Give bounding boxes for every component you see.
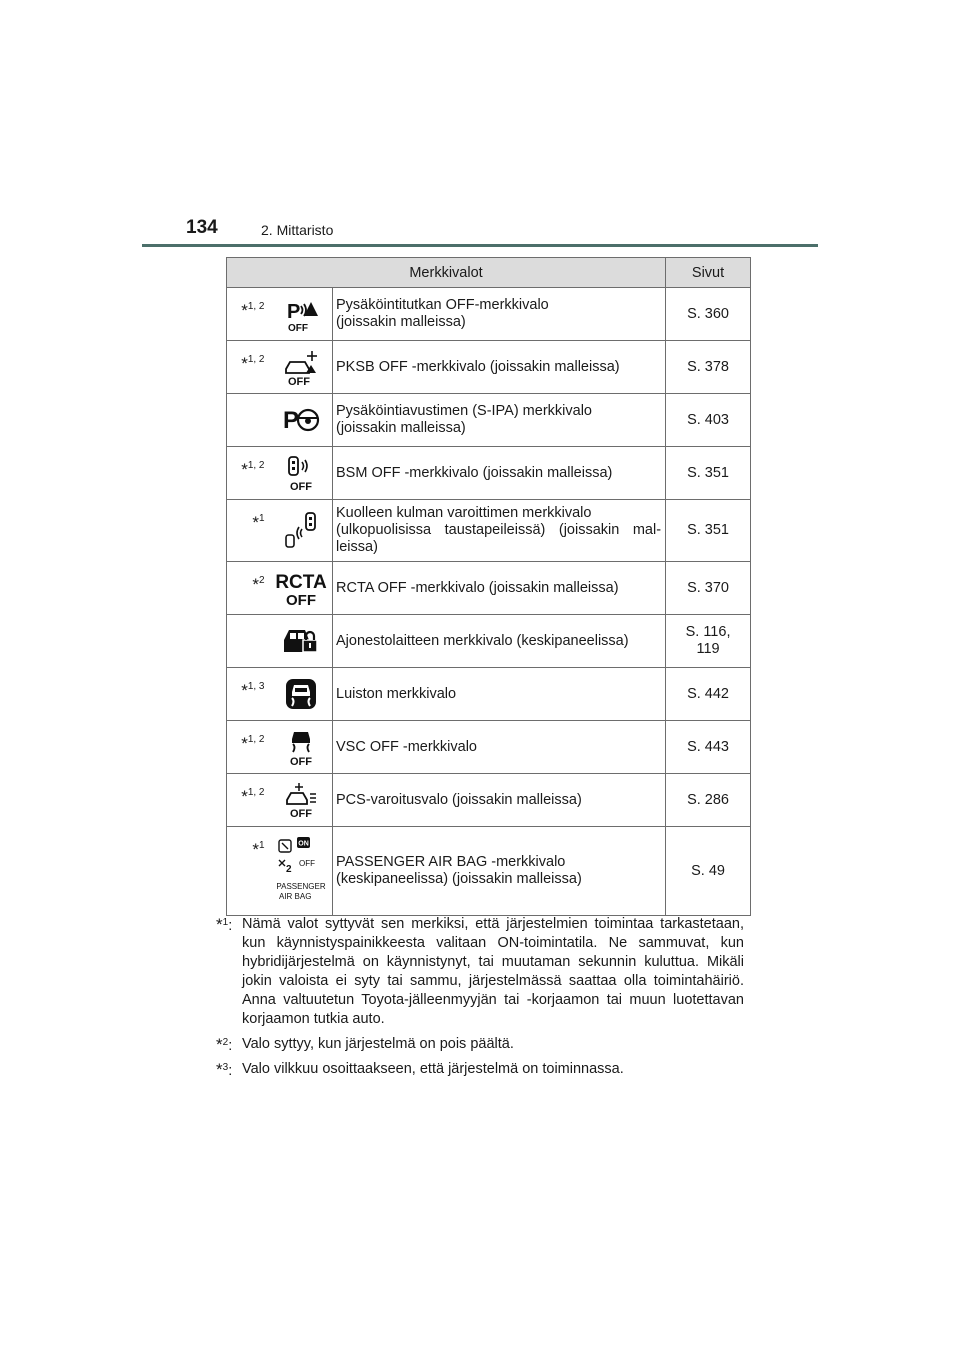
description: Kuolleen kulman varoittimen merkkivalo (ulkopuolisissa taustapeileissä) (joissakin mal- leissa) bbox=[333, 500, 666, 562]
table-row bbox=[227, 500, 751, 562]
pcs-off-icon bbox=[271, 774, 333, 827]
indicator-table bbox=[226, 257, 751, 916]
svg-text:RCTA: RCTA bbox=[275, 572, 327, 593]
svg-text:OFF: OFF bbox=[290, 756, 313, 767]
page-ref: S. 360 bbox=[666, 288, 751, 341]
table-row bbox=[227, 774, 751, 827]
svg-text:P: P bbox=[287, 301, 301, 323]
slip-indicator-icon bbox=[271, 668, 333, 721]
svg-text:ON: ON bbox=[298, 840, 309, 848]
pksb-off-icon bbox=[271, 341, 333, 394]
header-rule bbox=[142, 244, 818, 247]
footnote-mark: *$^2$ bbox=[227, 562, 271, 615]
col-header-pages: Sivut bbox=[666, 258, 751, 288]
description: Ajonestolaitteen merkkivalo (keskipaneelissa) bbox=[333, 615, 666, 668]
description: VSC OFF -merkkivalo bbox=[333, 721, 666, 774]
table-row bbox=[227, 721, 751, 774]
page-ref: S. 116, 119 bbox=[666, 615, 751, 668]
table-header-row bbox=[227, 258, 751, 288]
footnote-mark: *$^1$ bbox=[227, 500, 271, 562]
page-ref: S. 351 bbox=[666, 447, 751, 500]
footnote-mark: *$^{1, 2}$ bbox=[227, 447, 271, 500]
description: Pysäköintitutkan OFF-merkkivalo (joissakin malleissa) bbox=[333, 288, 666, 341]
svg-text:P: P bbox=[283, 407, 300, 434]
rcta-off-icon bbox=[271, 562, 333, 615]
description: PKSB OFF -merkkivalo (joissakin malleissa) bbox=[333, 341, 666, 394]
footnote-mark: *$^{1, 2}$ bbox=[227, 774, 271, 827]
page-number: 134 bbox=[186, 217, 218, 238]
table-row bbox=[227, 394, 751, 447]
description: BSM OFF -merkkivalo (joissakin malleissa) bbox=[333, 447, 666, 500]
footnote-mark: *$^{1, 2}$ bbox=[227, 721, 271, 774]
vsc-off-icon bbox=[271, 721, 333, 774]
table-row bbox=[227, 562, 751, 615]
description: PCS-varoitusvalo (joissakin malleissa) bbox=[333, 774, 666, 827]
footnote-3: *$^3$: Valo vilkkuu osoittaakseen, että järjestelmä on toiminnassa. bbox=[216, 1060, 624, 1079]
footnote-mark: *$^1$ bbox=[227, 827, 271, 916]
footnotes bbox=[216, 915, 744, 1085]
table-row bbox=[227, 341, 751, 394]
footnote-mark: *$^{1, 2}$ bbox=[227, 341, 271, 394]
svg-text:OFF: OFF bbox=[288, 323, 309, 334]
page-ref: S. 370 bbox=[666, 562, 751, 615]
page-ref: S. 442 bbox=[666, 668, 751, 721]
footnote-mark bbox=[227, 615, 271, 668]
page-ref: S. 49 bbox=[666, 827, 751, 916]
page-header bbox=[142, 213, 818, 247]
bsm-off-icon bbox=[271, 447, 333, 500]
section-title: 2. Mittaristo bbox=[261, 222, 334, 238]
svg-text:AIR BAG: AIR BAG bbox=[279, 892, 312, 901]
footnote-mark: *$^{1, 2}$ bbox=[227, 288, 271, 341]
description: PASSENGER AIR BAG -merkkivalo (keskipaneelissa) (joissakin malleissa) bbox=[333, 827, 666, 916]
footnote-2: *$^2$: Valo syttyy, kun järjestelmä on pois päältä. bbox=[216, 1035, 514, 1054]
description: Pysäköintiavustimen (S-IPA) merkkivalo (joissakin malleissa) bbox=[333, 394, 666, 447]
table-row bbox=[227, 668, 751, 721]
svg-text:PASSENGER: PASSENGER bbox=[276, 882, 326, 891]
page-ref: S. 443 bbox=[666, 721, 751, 774]
svg-text:OFF: OFF bbox=[286, 592, 317, 608]
page-ref: S. 378 bbox=[666, 341, 751, 394]
description: RCTA OFF -merkkivalo (joissakin malleissa) bbox=[333, 562, 666, 615]
table-row bbox=[227, 288, 751, 341]
table-row bbox=[227, 827, 751, 916]
table-row bbox=[227, 615, 751, 668]
parking-sensor-off-icon bbox=[271, 288, 333, 341]
parking-assist-icon bbox=[271, 394, 333, 447]
col-header-lamps: Merkkivalot bbox=[227, 258, 666, 288]
passenger-airbag-icon bbox=[271, 827, 333, 916]
blind-spot-mirror-icon bbox=[271, 500, 333, 562]
svg-text:OFF: OFF bbox=[290, 808, 313, 820]
svg-text:OFF: OFF bbox=[288, 376, 311, 387]
page-ref: S. 351 bbox=[666, 500, 751, 562]
svg-text:2: 2 bbox=[286, 864, 292, 875]
immobilizer-icon bbox=[271, 615, 333, 668]
footnote-mark: *$^{1, 3}$ bbox=[227, 668, 271, 721]
footnote-1: *$^1$: Nämä valot syttyvät sen merkiksi, että järjestelmien toimintaa tarkastetaan, kun käynnistyspainikkeesta valitaan ON-toimintatila. Ne sammuvat, kun hybridijärjestelmä on käynnistynyt, tai muutaman sekunnin kuluttua. Mikäli jokin valoista ei syty tai sammu, järjestelmässä saattaa olla toimintahäiriö. Anna valtuutetun Toyota-jälleenmyyjän tai -korjaamon tai muun luotettavan korjaamon tutkia auto. bbox=[216, 915, 744, 1027]
page-ref: S. 286 bbox=[666, 774, 751, 827]
table-row bbox=[227, 447, 751, 500]
footnote-mark bbox=[227, 394, 271, 447]
description: Luiston merkkivalo bbox=[333, 668, 666, 721]
svg-text:OFF: OFF bbox=[290, 481, 313, 493]
svg-text:OFF: OFF bbox=[299, 859, 316, 868]
page-ref: S. 403 bbox=[666, 394, 751, 447]
